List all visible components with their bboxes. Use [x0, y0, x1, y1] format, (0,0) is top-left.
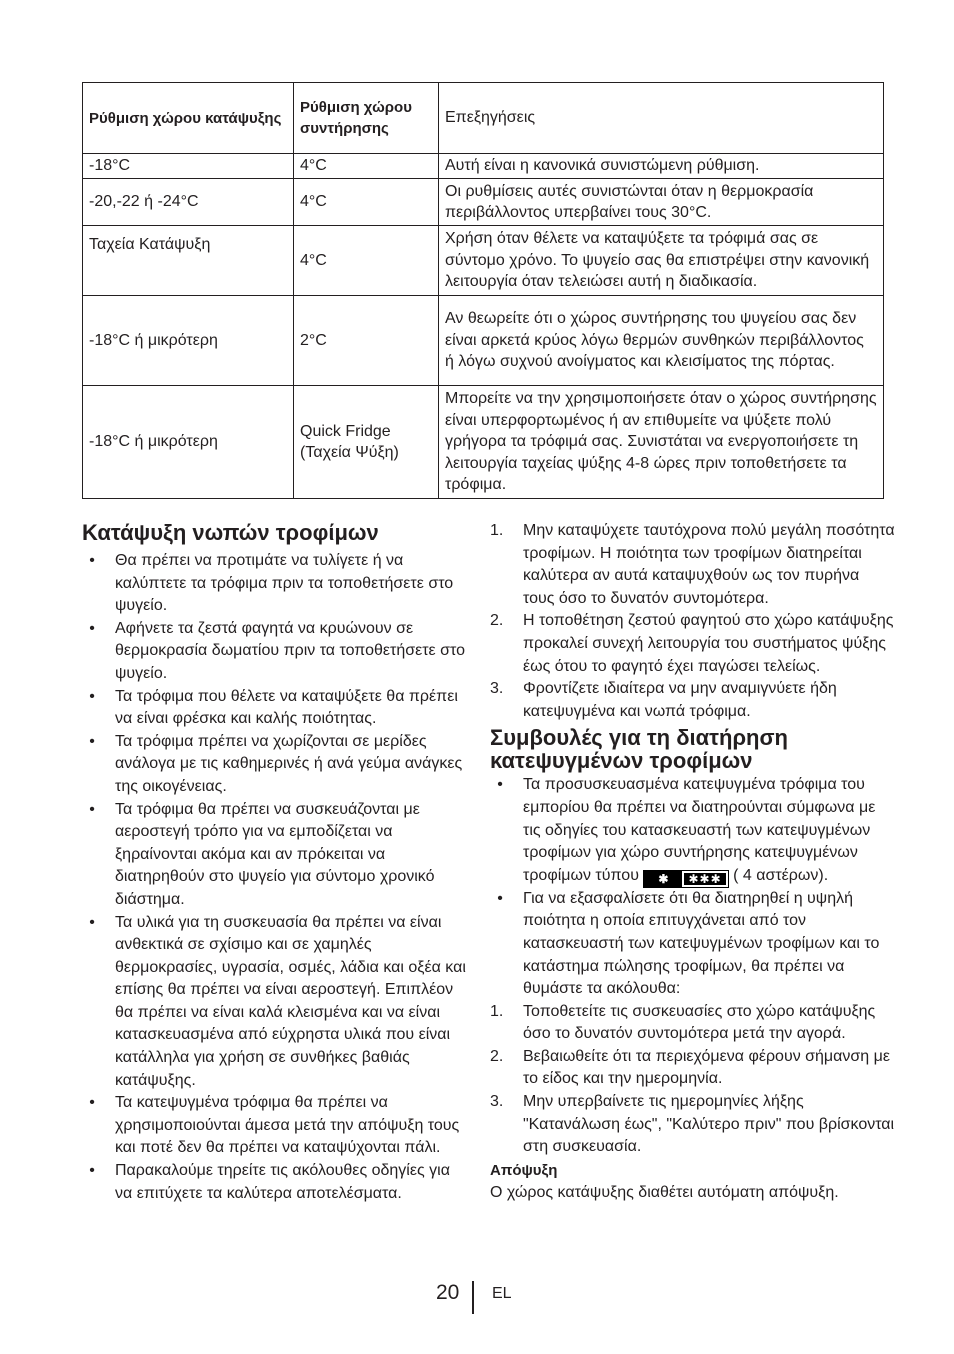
cell-fridge: 4°C — [294, 154, 439, 179]
table-row — [83, 226, 884, 296]
list-item: • Τα τρόφιμα που θέλετε να καταψύξετε θα πρέπει να είναι φρέσκα και καλής ποιότητας. — [82, 686, 467, 731]
cell-freezer: -20,-22 ή -24°C — [83, 179, 294, 226]
section-title-storage: Συμβουλές για τη διατήρηση κατεψυγμένων τροφίμων — [490, 725, 788, 774]
four-star-freezer-icon: ✱ ✱✱✱ — [643, 870, 728, 888]
bullet: • — [89, 1094, 95, 1112]
bullet: • — [497, 776, 503, 794]
header-freezer: Ρύθμιση χώρου κατάψυξης — [83, 83, 294, 154]
bullet: • — [497, 889, 503, 907]
settings-table — [82, 82, 884, 499]
list-item: 1. Μην καταψύχετε ταυτόχρονα πολύ μεγάλη ποσότητα τροφίμων. Η ποιότητα των τροφίμων διατηρείται καλύτερα αν αυτά καταψυχθούν ως τον πυρήνα τους όσο το δυνατόν συντομότερα. — [490, 522, 895, 607]
cell-freezer: -18°C — [83, 154, 294, 179]
bullet: • — [89, 687, 95, 705]
table-row — [83, 179, 884, 226]
cell-explanation: Χρήση όταν θέλετε να καταψύξετε τα τρόφιμά σας σε σύντομο χρόνο. Το ψυγείο σας θα επιστρέψει στην κανονική λειτουργία όταν τελειώσει αυτή η διαδικασία. — [439, 226, 884, 296]
defrost-heading: Απόψυξη — [490, 1161, 558, 1179]
cell-explanation: Οι ρυθμίσεις αυτές συνιστώνται όταν η θερμοκρασία περιβάλλοντος υπερβαίνει τους 30°C. — [439, 179, 884, 226]
table-header-row — [83, 83, 884, 154]
list-item: • Παρακαλούμε τηρείτε τις ακόλουθες οδηγίες για να επιτύχετε τα καλύτερα αποτελέσματα. — [82, 1160, 467, 1205]
left-column — [82, 520, 467, 1205]
list-item: 2. Βεβαιωθείτε ότι τα περιεχόμενα φέρουν σήμανση με το είδος και την ημερομηνία. — [490, 1047, 890, 1088]
header-fridge: Ρύθμιση χώρου συντήρησης — [294, 83, 439, 154]
language-code: EL — [492, 1285, 512, 1302]
cell-fridge: Quick Fridge (Ταχεία Ψύξη) — [294, 386, 439, 499]
table-row — [83, 296, 884, 386]
bullet: • — [89, 619, 95, 637]
list-item: • Τα τρόφιμα θα πρέπει να συσκευάζονται με αεροστεγή τρόπο για να εμποδίζεται να ξηραίνονται ακόμα και αν πρόκειται να διατηρηθούν στο ψυγείο για σύντομο χρονικό διάστημα. — [82, 799, 467, 912]
bullet: • — [89, 552, 95, 569]
list-item: • Τα υλικά για τη συσκευασία θα πρέπει να είναι ανθεκτικά σε σχίσιμο και σε χαμηλές θερμοκρασίες, υγρασία, οσμές, λάδια και οξέα και επίσης θα πρέπει να είναι αεροστεγή. Επιπλέον θα πρέπει να είναι καλά κλεισμένα και να είναι κατασκευασμένα από εύχρηστα υλικά που είναι κατάλληλα για χρήση σε συνθήκες βαθιάς κατάψυξης. — [82, 912, 467, 1093]
table-row — [83, 386, 884, 499]
cell-fridge: 2°C — [294, 296, 439, 386]
cell-fridge: 4°C — [294, 179, 439, 226]
defrost-text: Ο χώρος κατάψυξης διαθέτει αυτόματη απόψυξη. — [490, 1184, 839, 1202]
page-number: 20 — [436, 1281, 460, 1304]
cell-freezer: Ταχεία Κατάψυξη — [83, 226, 294, 296]
footer-divider — [472, 1281, 474, 1314]
cell-explanation: Μπορείτε να την χρησιμοποιήσετε όταν ο χώρος συντήρησης είναι υπερφορτωμένος ή αν επιθυμείτε να ψύξετε πολύ γρήγορα τα τρόφιμά σας. Συνιστάται να ενεργοποιήσετε τη λειτουργία ταχείας ψύξης 4-8 ώρες πριν τοποθετήσετε τα τρόφιμα. — [439, 386, 884, 499]
list-item: 1. Τοποθετείτε τις συσκευασίες στο χώρο κατάψυξης όσο το δυνατόν συντομότερα μετά την αγορά. — [490, 1002, 876, 1043]
bullet: • — [89, 800, 95, 818]
list-item: • Τα προσυσκευασμένα κατεψυγμένα τρόφιμα του εμπορίου θα πρέπει να διατηρούνται σύμφωνα με τις οδηγίες του κατασκευαστή των κατεψυγμένων τροφίμων για χώρο συντήρησης κατεψυγμένων τροφίμων τύπου ✱ ✱✱✱ ( 4 αστέρων). — [490, 774, 895, 887]
list-item: • Τα τρόφιμα πρέπει να χωρίζονται σε μερίδες ανάλογα με τις καθημερινές ή ανά γεύμα ανάγκες της οικογένειας. — [82, 731, 467, 799]
freezing-tips-list — [82, 550, 467, 1205]
right-column — [490, 520, 895, 1205]
cell-freezer: -18°C ή μικρότερη — [83, 386, 294, 499]
freezing-rules-list — [490, 520, 895, 723]
section-title-freezing: Κατάψυξη νωπών τροφίμων — [82, 520, 379, 545]
list-item: 3. Μην υπερβαίνετε τις ημερομηνίες λήξης "Κατανάλωση έως", "Καλύτερο πριν" που βρίσκονται στη συσκευασία. — [490, 1093, 895, 1156]
list-item: • Για να εξασφαλίσετε ότι θα διατηρηθεί η υψηλή ποιότητα η οποία επιτυγχάνεται από τον κατασκευαστή των κατεψυγμένων τροφίμων και το κατάστημα πώλησης τροφίμων, θα πρέπει να θυμάστε τα ακόλουθα: — [490, 888, 895, 1001]
cell-explanation: Αυτή είναι η κανονικά συνιστώμενη ρύθμιση. — [439, 154, 884, 179]
storage-tips-list — [490, 774, 895, 1000]
list-item: 2. Η τοποθέτηση ζεστού φαγητού στο χώρο κατάψυξης προκαλεί συνεχή λειτουργία του συστήματος ψύξης έως ότου το φαγητό έχει παγώσει τελείως. — [490, 612, 894, 675]
list-item: 3. Φροντίζετε ιδιαίτερα να μην αναμιγνύετε ήδη κατεψυγμένα και νωπά τρόφιμα. — [490, 680, 837, 720]
bullet: • — [89, 913, 95, 931]
bullet: • — [89, 732, 95, 750]
list-item: • Θα πρέπει να προτιμάτε να τυλίγετε ή να καλύπτετε τα τρόφιμα πριν τα τοποθετήσετε στο ψυγείο. — [82, 550, 467, 618]
list-item: • Αφήνετε τα ζεστά φαγητά να κρυώνουν σε θερμοκρασία δωματίου πριν τα τοποθετήσετε στο ψυγείο. — [82, 618, 467, 686]
cell-freezer: -18°C ή μικρότερη — [83, 296, 294, 386]
table-row — [83, 154, 884, 179]
cell-fridge: 4°C — [294, 226, 439, 296]
cell-explanation: Αν θεωρείτε ότι ο χώρος συντήρησης του ψυγείου σας δεν είναι αρκετά κρύος λόγω θερμών συνθηκών περιβάλλοντος ή λόγω συχνού ανοίγματος και κλεισίματος της πόρτας. — [439, 296, 884, 386]
storage-rules-list — [490, 1001, 895, 1159]
bullet: • — [89, 1162, 95, 1180]
header-explanation: Επεξηγήσεις — [439, 83, 884, 154]
list-item: • Τα κατεψυγμένα τρόφιμα θα πρέπει να χρησιμοποιούνται άμεσα μετά την απόψυξη τους και ποτέ δεν θα πρέπει να καταψύχονται πάλι. — [82, 1092, 467, 1160]
